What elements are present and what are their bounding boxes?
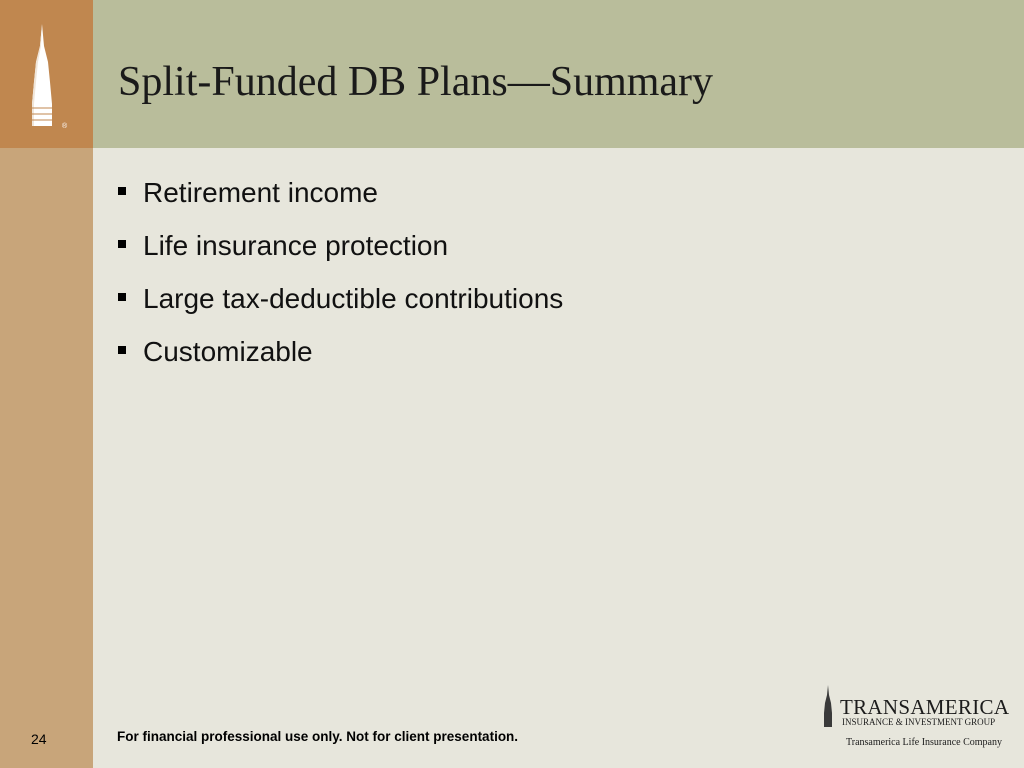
header-logo-panel	[0, 0, 93, 148]
brand-logo	[822, 685, 1010, 751]
bullet-text: Large tax-deductible contributions	[143, 282, 564, 314]
brand-subtitle: INSURANCE & INVESTMENT GROUP	[842, 717, 996, 727]
bullet-list	[118, 166, 563, 378]
bullet-text: Customizable	[143, 335, 313, 367]
footer-disclaimer: For financial professional use only. Not for client presentation.	[117, 729, 519, 744]
bullet-item	[118, 272, 563, 325]
bullet-text: Retirement income	[143, 176, 378, 208]
brand-name: TRANSAMERICA	[840, 695, 1010, 719]
page-number: 24	[31, 731, 47, 747]
square-bullet-icon	[118, 293, 126, 301]
registered-mark: ®	[62, 123, 68, 130]
square-bullet-icon	[118, 187, 126, 195]
slide-title: Split-Funded DB Plans—Summary	[118, 59, 714, 105]
left-sidebar-band	[0, 148, 93, 768]
pyramid-tower-icon	[822, 685, 836, 727]
pyramid-tower-icon	[28, 22, 72, 130]
bullet-text: Life insurance protection	[143, 229, 449, 261]
square-bullet-icon	[118, 346, 126, 354]
bullet-item	[118, 325, 563, 378]
square-bullet-icon	[118, 240, 126, 248]
brand-company: Transamerica Life Insurance Company	[846, 737, 1002, 748]
bullet-item	[118, 219, 563, 272]
bullet-item	[118, 166, 563, 219]
